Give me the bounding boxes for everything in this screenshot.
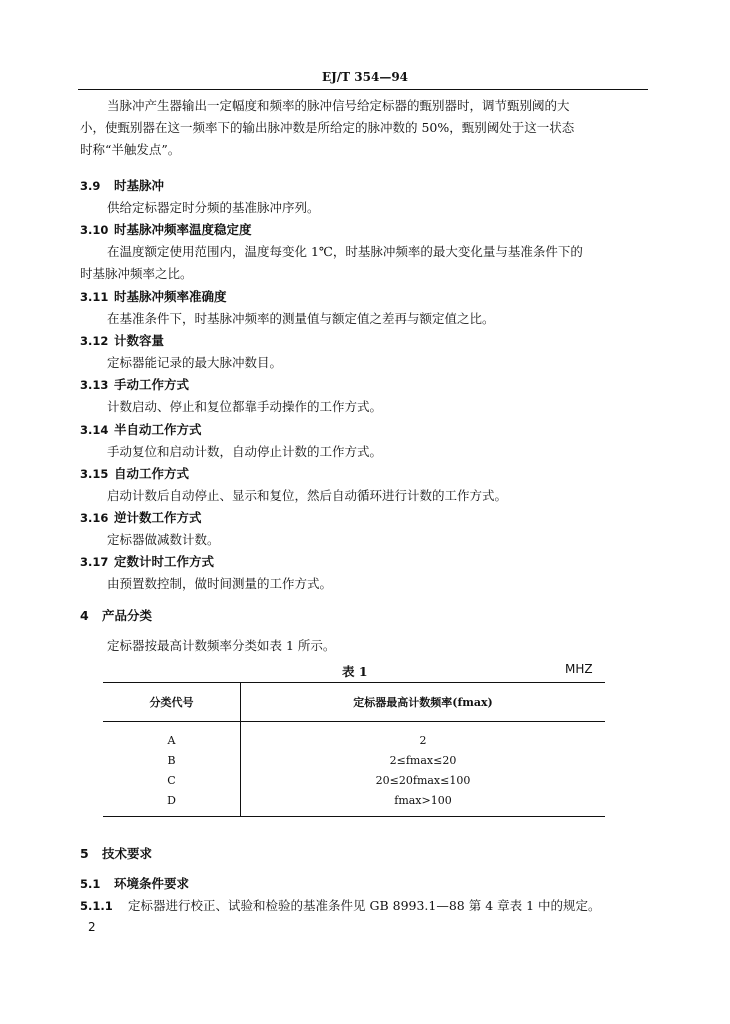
table-cell-frequency: 2≤fmax≤20 <box>241 750 606 770</box>
section-number: 4 <box>80 608 89 623</box>
clause-title: 定数计时工作方式 <box>114 554 215 569</box>
clause-title: 自动工作方式 <box>114 466 190 481</box>
table-cell-frequency: 2 <box>241 722 606 751</box>
table-row <box>103 770 605 790</box>
clause-body: 定标器能记录的最大脉冲数目。 <box>107 355 283 370</box>
clause-heading <box>80 224 252 237</box>
paragraph-line: 小，使甄别器在这一频率下的输出脉冲数是所给定的脉冲数的 50%，甄别阈处于这一状态 <box>80 120 575 135</box>
clause-heading <box>80 335 164 348</box>
table-cell-frequency: fmax>100 <box>241 790 606 817</box>
paragraph-line: 时称“半触发点”。 <box>80 142 181 157</box>
clause-title: 时基脉冲频率准确度 <box>114 289 227 304</box>
clause-title: 半自动工作方式 <box>114 422 202 437</box>
clause-heading <box>80 180 164 193</box>
table-caption: 表 1 <box>342 664 368 679</box>
clause-number: 5.1.1 <box>80 899 113 913</box>
clause-body: 供给定标器定时分频的基准脉冲序列。 <box>107 200 320 215</box>
clause-number: 3.12 <box>80 334 109 348</box>
table-cell-code: B <box>167 753 176 767</box>
clause-title: 逆计数工作方式 <box>114 510 202 525</box>
clause-heading <box>80 468 189 481</box>
clause-heading <box>80 291 227 304</box>
clause-number: 3.11 <box>80 290 109 304</box>
clause-number: 3.17 <box>80 555 109 569</box>
table-cell-frequency: 20≤20fmax≤100 <box>241 770 606 790</box>
clause-title: 时基脉冲频率温度稳定度 <box>114 222 252 237</box>
section-heading <box>80 848 152 861</box>
clause-heading <box>80 512 202 525</box>
clause-body: 在基准条件下，时基脉冲频率的测量值与额定值之差再与额定值之比。 <box>107 311 495 326</box>
section-title: 产品分类 <box>102 608 153 623</box>
clause-body: 启动计数后自动停止、显示和复位，然后自动循环进行计数的工作方式。 <box>107 488 508 503</box>
table-cell-code: C <box>167 773 176 787</box>
clause-number: 3.15 <box>80 467 109 481</box>
clause-body: 由预置数控制，做时间测量的工作方式。 <box>107 576 333 591</box>
table-row <box>103 750 605 770</box>
section-title: 技术要求 <box>102 846 153 861</box>
section-heading <box>80 610 152 623</box>
table-row <box>103 790 605 817</box>
clause-text: 定标器进行校正、试验和检验的基准条件见 GB 8993.1—88 第 4 章表 1 中的规定。 <box>128 898 601 913</box>
clause-body: 在温度额定使用范围内，温度每变化 1℃，时基脉冲频率的最大变化量与基准条件下的 <box>107 244 583 259</box>
classification-table <box>103 682 605 817</box>
section-number: 5 <box>80 846 89 861</box>
clause-heading <box>80 424 202 437</box>
document-code-header: EJ/T 354—94 <box>321 70 409 84</box>
clause-body: 计数启动、停止和复位都靠手动操作的工作方式。 <box>107 399 383 414</box>
clause-title: 计数容量 <box>114 333 165 348</box>
table-header-row <box>103 683 605 722</box>
clause-paragraph <box>80 900 601 913</box>
clause-heading <box>80 556 214 569</box>
clause-body: 时基脉冲频率之比。 <box>80 266 193 281</box>
clause-heading <box>80 379 189 392</box>
clause-number: 3.9 <box>80 179 101 193</box>
table-cell-code: D <box>103 790 241 817</box>
clause-number: 3.16 <box>80 511 109 525</box>
table-row <box>103 722 605 751</box>
column-header-code: 分类代号 <box>103 683 241 722</box>
subsection-title: 环境条件要求 <box>114 876 190 891</box>
paragraph-line: 当脉冲产生器输出一定幅度和频率的脉冲信号给定标器的甄别器时，调节甄别阈的大 <box>107 98 570 113</box>
column-header-frequency: 定标器最高计数频率(fmax) <box>241 683 606 722</box>
clause-title: 时基脉冲 <box>114 178 165 193</box>
clause-body: 定标器做减数计数。 <box>107 532 220 547</box>
section-intro: 定标器按最高计数频率分类如表 1 所示。 <box>107 638 336 653</box>
table-unit: MHZ <box>565 662 593 676</box>
subsection-heading <box>80 878 189 891</box>
page-number: 2 <box>88 920 96 934</box>
clause-number: 3.10 <box>80 223 109 237</box>
clause-title: 手动工作方式 <box>114 377 190 392</box>
clause-number: 3.13 <box>80 378 109 392</box>
table-cell-code: A <box>167 733 176 747</box>
clause-number: 3.14 <box>80 423 109 437</box>
clause-body: 手动复位和启动计数，自动停止计数的工作方式。 <box>107 444 383 459</box>
subsection-number: 5.1 <box>80 877 101 891</box>
header-rule <box>78 89 648 90</box>
